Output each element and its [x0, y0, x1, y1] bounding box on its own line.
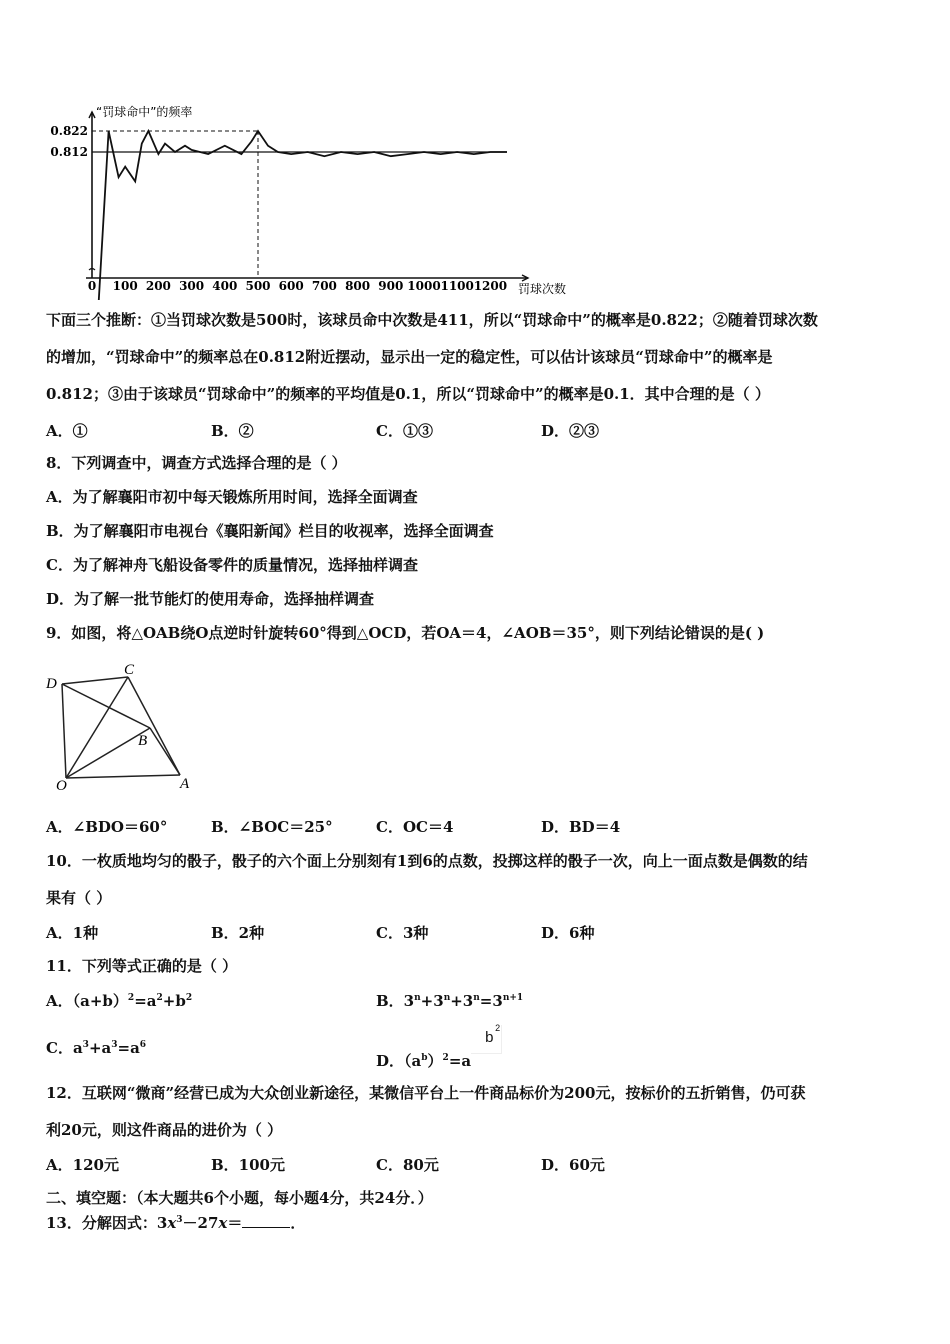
- q9-stem: 9．如图，将△OAB绕O点逆时针旋转60°得到△OCD，若OA＝4，∠AOB＝35°，则下列结论错误的是( ): [46, 624, 765, 642]
- q7-options: [46, 420, 906, 440]
- q8-stem: 8．下列调查中，调查方式选择合理的是（ ）: [46, 454, 347, 472]
- q12-option-d[interactable]: D．60元: [541, 1156, 605, 1174]
- q10-options: [46, 922, 906, 942]
- x-tick-label: 1100: [440, 279, 474, 293]
- segment-oa: [66, 775, 180, 778]
- q9-option-a[interactable]: A．∠BDO＝60°: [46, 818, 168, 836]
- q10-option-b[interactable]: B．2种: [211, 924, 265, 942]
- x-tick-label: 800: [345, 279, 371, 293]
- segment-dc: [62, 677, 128, 684]
- q12-option-a[interactable]: A．120元: [46, 1156, 119, 1174]
- rotation-figure: [40, 662, 200, 792]
- q13-answer-blank[interactable]: [242, 1213, 290, 1228]
- x-axis-label: 罚球次数: [518, 282, 567, 296]
- q11-options-row1: [46, 990, 906, 1010]
- q7-option-b[interactable]: B．②: [211, 422, 254, 440]
- exponent-image: b 2: [471, 1025, 502, 1054]
- q11-stem: 11．下列等式正确的是（ ）: [46, 957, 238, 975]
- q7-stem-line3: 0.812；③由于该球员“罚球命中”的频率的平均值是0.1，所以“罚球命中”的概率是0.1．其中合理的是（ ）: [46, 385, 770, 403]
- q11-option-b[interactable]: B．$3^n+3^n+3^n=3^{n+1}$: [376, 992, 524, 1010]
- q9-option-c[interactable]: C．OC＝4: [376, 818, 454, 836]
- segment-do: [62, 684, 66, 778]
- q13-stem: 13．分解因式：$3x^3-27x=$ ．: [46, 1214, 306, 1232]
- q12-option-c[interactable]: C．80元: [376, 1156, 439, 1174]
- x-tick-label: 300: [179, 279, 205, 293]
- x-tick-label: 0: [87, 279, 97, 293]
- q10-stem-line1: 10．一枚质地均匀的骰子，骰子的六个面上分别刻有1到6的点数，投掷这样的骰子一次，向上一面点数是偶数的结: [46, 852, 808, 870]
- x-tick-label: 900: [378, 279, 404, 293]
- q12-options: [46, 1154, 906, 1174]
- free-throw-frequency-chart: [40, 100, 600, 300]
- q11-option-c[interactable]: C．$a^3+a^3=a^6$: [46, 1039, 147, 1057]
- q8-option-c[interactable]: C．为了解神舟飞船设备零件的质量情况，选择抽样调查: [46, 556, 418, 574]
- label-a: A: [180, 776, 190, 792]
- x-tick-label: 100: [112, 279, 138, 293]
- q7-option-c[interactable]: C．①③: [376, 422, 433, 440]
- x-tick-label: 700: [311, 279, 337, 293]
- x-tick-label: 500: [245, 279, 271, 293]
- q12-stem-line2: 利20元，则这件商品的进价为（ ）: [46, 1121, 283, 1139]
- q8-option-b[interactable]: B．为了解襄阳市电视台《襄阳新闻》栏目的收视率，选择全面调查: [46, 522, 494, 540]
- q12-option-b[interactable]: B．100元: [211, 1156, 285, 1174]
- q11-option-d[interactable]: D．$(a^b)^2=a$ b 2: [376, 1023, 501, 1070]
- q7-option-a[interactable]: A．①: [46, 422, 88, 440]
- x-tick-label: 400: [212, 279, 238, 293]
- q12-stem-line1: 12．互联网“微商”经营已成为大众创业新途径，某微信平台上一件商品标价为200元，按标价的五折销售，仍可获: [46, 1084, 806, 1102]
- x-tick-label: 600: [278, 279, 304, 293]
- q8-option-a[interactable]: A．为了解襄阳市初中每天锻炼所用时间，选择全面调查: [46, 488, 418, 506]
- y-tick-label: 0.822: [50, 124, 88, 138]
- q10-option-c[interactable]: C．3种: [376, 924, 429, 942]
- q7-stem-line1: 下面三个推断：①当罚球次数是500时，该球员命中次数是411，所以“罚球命中”的概率是0.822；②随着罚球次数: [46, 311, 818, 329]
- frequency-line: [99, 131, 507, 300]
- q9-option-d[interactable]: D．BD＝4: [541, 818, 621, 836]
- segment-db: [62, 684, 150, 728]
- q8-option-d[interactable]: D．为了解一批节能灯的使用寿命，选择抽样调查: [46, 590, 375, 608]
- q10-stem-line2: 果有（ ）: [46, 889, 112, 907]
- q9-option-b[interactable]: B．∠BOC＝25°: [211, 818, 333, 836]
- label-o: O: [56, 778, 67, 792]
- segment-oc: [66, 677, 128, 778]
- label-d: D: [46, 676, 57, 692]
- q10-option-a[interactable]: A．1种: [46, 924, 99, 942]
- x-tick-label: 1000: [407, 279, 441, 293]
- q11-options-row2: [46, 1023, 906, 1070]
- segment-ca: [128, 677, 180, 775]
- q7-stem-line2: 的增加，“罚球命中”的频率总在0.812附近摆动，显示出一定的稳定性，可以估计该球员“罚球命中”的概率是: [46, 348, 773, 366]
- q11-option-a[interactable]: A．$(a+b)^2=a^2+b^2$: [46, 992, 193, 1010]
- q7-option-d[interactable]: D．②③: [541, 422, 600, 440]
- q10-option-d[interactable]: D．6种: [541, 924, 595, 942]
- x-tick-label: 1200: [473, 279, 508, 293]
- x-tick-label: 200: [145, 279, 171, 293]
- label-b: B: [138, 733, 148, 749]
- section-2-heading: 二、填空题：（本大题共6个小题，每小题4分，共24分．）: [46, 1189, 433, 1207]
- y-axis-label: “罚球命中”的频率: [96, 105, 193, 119]
- label-c: C: [124, 662, 135, 678]
- segment-ba: [150, 728, 180, 775]
- y-tick-label: 0.812: [50, 145, 88, 159]
- q9-options: [46, 816, 906, 836]
